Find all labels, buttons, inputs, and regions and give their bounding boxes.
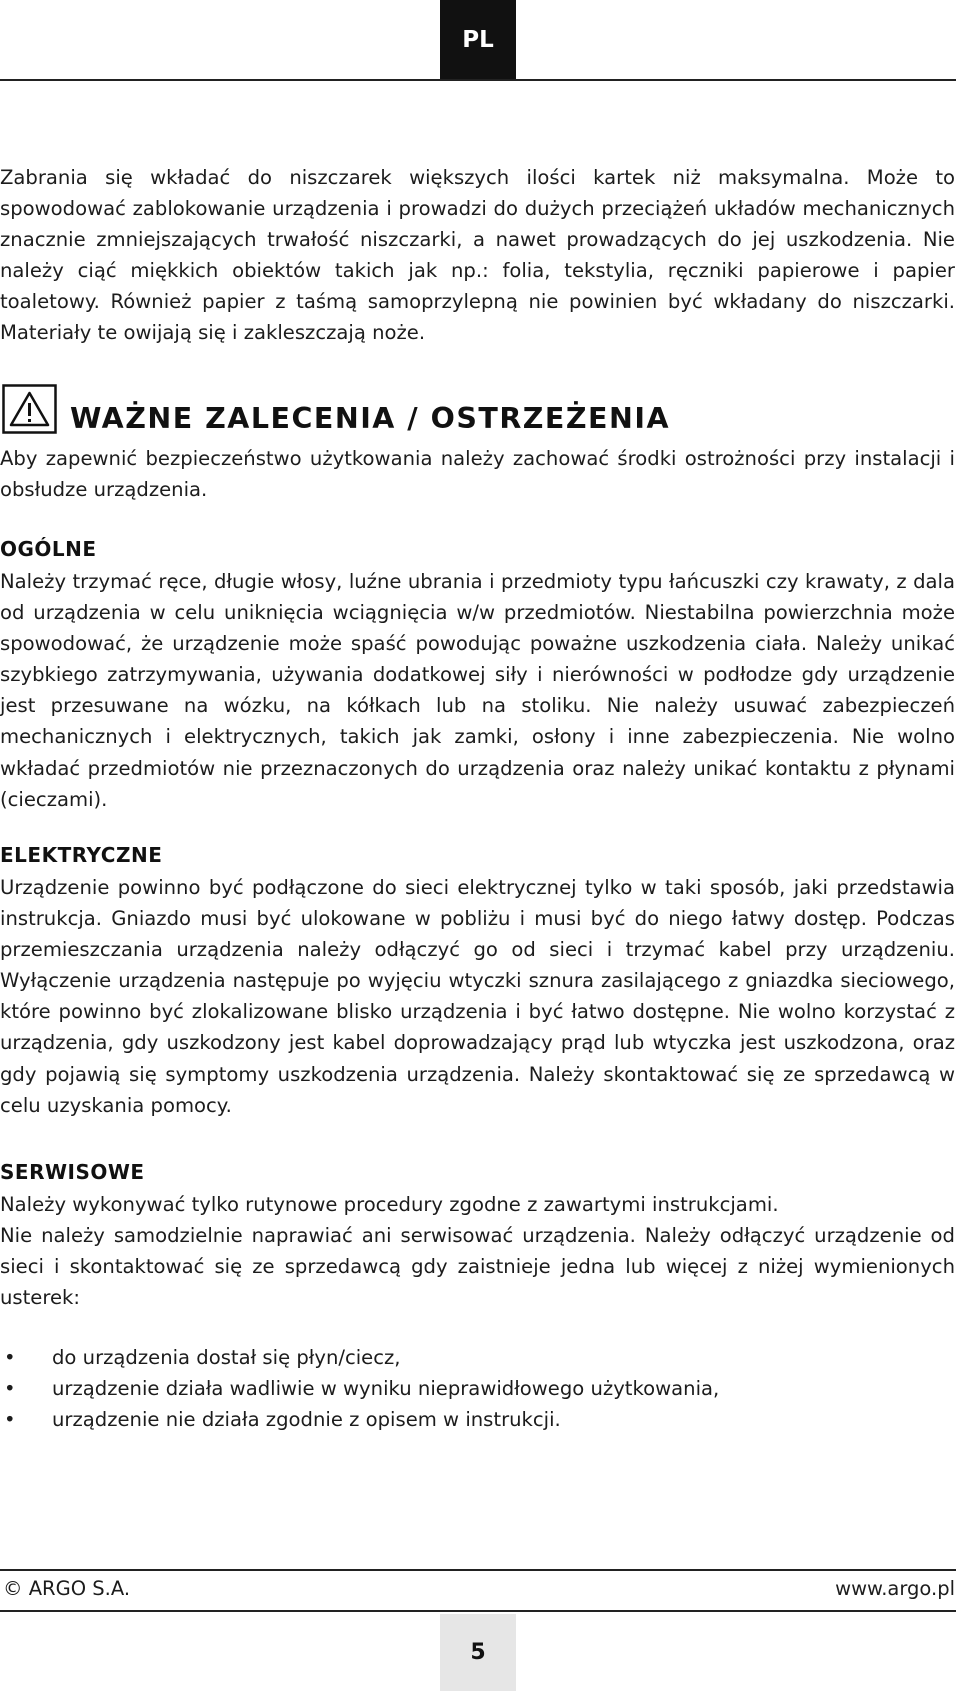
list-item [0, 1373, 955, 1404]
language-label: PL [462, 27, 494, 53]
service-section-title: SERWISOWE [0, 1160, 145, 1184]
warning-title: WAŻNE ZALECENIA / OSTRZEŻENIA [70, 402, 671, 435]
electrical-paragraph: Urządzenie powinno być podłączone do sieci elektrycznej tylko w taki sposób, jaki przedstawia instrukcja. Gniazdo musi być ulokowane w pobliżu i musi być do niego łatwy dostęp. Podczas przemieszczania urządzenia należy odłączyć go od sieci i trzymać kabel przy urządzeniu. Wyłączenie urządzenia następuje po wyjęciu wtyczki sznura zasilającego z gniazdka sieciowego, które powinno być zlokalizowane blisko urządzenia i być łatwo dostępne. Nie wolno korzystać z urządzenia, gdy uszkodzony jest kabel doprowadzający prąd lub wtyczka jest uszkodzona, oraz gdy pojawią się symptomy uszkodzenia urządzenia. Należy skontaktować się ze sprzedawcą w celu uzyskania pomocy. [0, 876, 955, 1117]
list-item-text: do urządzenia dostał się płyn/ciecz, [52, 1346, 401, 1369]
list-item [0, 1404, 955, 1435]
general-section-title: OGÓLNE [0, 537, 97, 561]
footer-bottom-divider [0, 1610, 956, 1612]
page-number-box [440, 1614, 516, 1691]
service-paragraph: Nie należy samodzielnie naprawiać ani serwisować urządzenia. Należy odłączyć urządzenie od sieci i skontaktować się ze sprzedawcą gdy zaistnieje jedna lub więcej z niżej wymienionych usterek: [0, 1224, 955, 1310]
list-item [0, 1342, 955, 1373]
footer-top-divider [0, 1569, 956, 1571]
bullet-icon: • [4, 1377, 16, 1401]
warning-paragraph: Aby zapewnić bezpieczeństwo użytkowania należy zachować środki ostrożności przy instalacji i obsłudze urządzenia. [0, 447, 955, 502]
footer-website-link[interactable]: www.argo.pl [835, 1577, 955, 1600]
warning-triangle-icon [2, 384, 57, 434]
header-divider [0, 79, 956, 81]
language-tab [440, 0, 516, 80]
service-intro-line: Należy wykonywać tylko rutynowe procedury zgodne z zawartymi instrukcjami. [0, 1193, 779, 1216]
general-paragraph: Należy trzymać ręce, długie włosy, luźne ubrania i przedmioty typu łańcuszki czy krawaty, z dala od urządzenia w celu uniknięcia wciągnięcia w/w przedmiotów. Niestabilna powierzchnia może spowodować, że urządzenie może spaść powodując poważne uszkodzenia ciała. Należy unikać szybkiego zatrzymywania, używania dodatkowej siły i nierówności w podłodze gdy urządzenie jest przesuwane na wózku, na kółkach lub na stoliku. Nie należy usuwać zabezpieczeń mechanicznych i elektrycznych, takich jak zamki, osłony i inne zabezpieczenia. Nie wolno wkładać przedmiotów nie przeznaczonych do urządzenia oraz należy unikać kontaktu z płynami (cieczami). [0, 570, 955, 811]
list-item-text: urządzenie działa wadliwie w wyniku nieprawidłowego użytkowania, [52, 1377, 720, 1401]
page-number: 5 [470, 1640, 486, 1665]
footer-copyright: © ARGO S.A. [3, 1577, 131, 1600]
faults-list [0, 1342, 955, 1435]
intro-paragraph: Zabrania się wkładać do niszczarek większych ilości kartek niż maksymalna. Może to spowodować zablokowanie urządzenia i prowadzi do dużych przeciążeń układów mechanicznych znacznie zmniejszających trwałość niszczarki, a nawet prowadzących do jej uszkodzenia. Nie należy ciąć miękkich obiektów takich jak np.: folia, tekstylia, ręczniki papierowe i papier toaletowy. Również papier z taśmą samoprzylepną nie powinien być wkładany do niszczarki. Materiały te owijają się i zakleszczają noże. [0, 166, 955, 345]
bullet-icon: • [4, 1346, 16, 1369]
electrical-section-title: ELEKTRYCZNE [0, 843, 163, 867]
bullet-icon: • [4, 1408, 16, 1432]
list-item-text: urządzenie nie działa zgodnie z opisem w instrukcji. [52, 1408, 561, 1432]
